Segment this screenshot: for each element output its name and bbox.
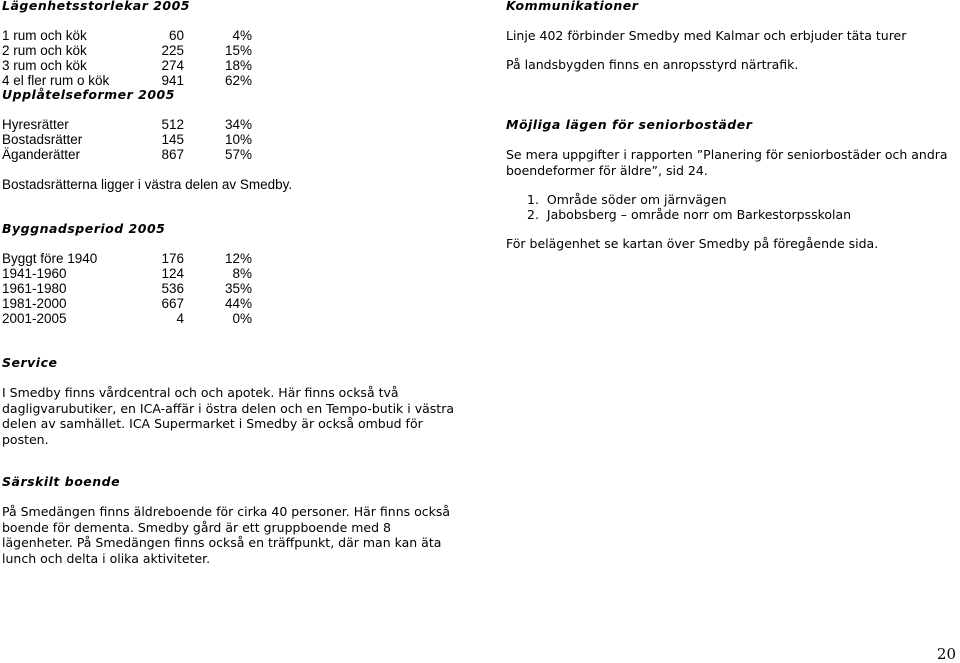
row-pct: 12% xyxy=(224,251,252,266)
table-row xyxy=(2,132,262,148)
list-number: 2. xyxy=(527,207,539,222)
text-line: lunch och delta i olika aktiviteter. xyxy=(2,550,211,566)
row-count: 667 xyxy=(161,296,184,311)
text-line: dagligvarubutiker, en ICA-affär i östra delen och en Tempo-butik i västra xyxy=(2,400,454,416)
sarskilt-text xyxy=(2,504,450,566)
table-row xyxy=(2,266,262,282)
table-row xyxy=(2,311,262,327)
text-line: Se mera uppgifter i rapporten ”Planering för seniorbostäder och andra xyxy=(506,147,948,162)
row-label: 1981-2000 xyxy=(2,296,67,311)
row-pct: 4% xyxy=(232,28,252,43)
row-pct: 18% xyxy=(224,58,252,73)
text-line: boende för dementa. Smedby gård är ett gruppboende med 8 xyxy=(2,519,391,535)
row-count: 4 xyxy=(176,311,184,326)
table-row xyxy=(2,281,262,297)
row-label: Hyresrätter xyxy=(2,117,69,132)
row-label: Bostadsrätter xyxy=(2,132,83,147)
row-label: 2001-2005 xyxy=(2,311,67,326)
row-label: 2 rum och kök xyxy=(2,43,87,58)
komm-heading: Kommunikationer xyxy=(506,0,639,13)
table-row xyxy=(2,117,262,133)
service-text xyxy=(2,385,454,447)
text-line: lägenheter. På Smedängen finns också en träffpunkt, där man kan äta xyxy=(2,535,442,550)
table-row xyxy=(2,296,262,312)
sarskilt-heading: Särskilt boende xyxy=(2,474,121,489)
table-row xyxy=(2,43,262,59)
row-count: 274 xyxy=(161,58,184,73)
text-line: I Smedby finns vårdcentral och och apotek. Här finns också två xyxy=(2,385,399,400)
row-count: 145 xyxy=(161,132,184,147)
row-pct: 0% xyxy=(232,311,252,326)
text-line: På Smedängen finns äldreboende för cirka 40 personer. Här finns också xyxy=(2,504,451,519)
list-number: 1. xyxy=(527,192,539,207)
row-label: 1 rum och kök xyxy=(2,28,87,43)
row-count: 512 xyxy=(161,117,184,132)
row-count: 941 xyxy=(161,73,184,88)
row-count: 867 xyxy=(161,147,184,162)
row-count: 536 xyxy=(161,281,184,296)
upplat-heading: Upplåtelseformer 2005 xyxy=(2,87,175,102)
row-pct: 57% xyxy=(224,147,252,162)
text-line: posten. xyxy=(2,431,49,447)
belagenhet-text: För belägenhet se kartan över Smedby på föregående sida. xyxy=(506,236,879,251)
table-row xyxy=(2,28,262,44)
table-row xyxy=(2,58,262,74)
table-row xyxy=(2,251,262,267)
row-count: 176 xyxy=(161,251,184,266)
row-pct: 44% xyxy=(224,296,252,311)
row-pct: 62% xyxy=(224,73,252,88)
row-label: Äganderätter xyxy=(2,147,81,162)
service-heading: Service xyxy=(2,355,58,370)
mojliga-heading: Möjliga lägen för seniorbostäder xyxy=(506,117,753,132)
row-pct: 15% xyxy=(224,43,252,58)
mojliga-text xyxy=(506,147,948,178)
list-item xyxy=(527,192,727,207)
row-count: 225 xyxy=(161,43,184,58)
bygg-heading: Byggnadsperiod 2005 xyxy=(2,221,166,236)
row-label: Byggt före 1940 xyxy=(2,251,98,266)
row-pct: 8% xyxy=(232,266,252,281)
page-number: 20 xyxy=(936,645,956,663)
text-line: delen av samhället. ICA Supermarket i Smedby är också ombud för xyxy=(2,416,423,431)
row-count: 124 xyxy=(161,266,184,281)
list-text: Område söder om järnvägen xyxy=(546,192,727,207)
row-label: 1941-1960 xyxy=(2,266,67,281)
row-label: 3 rum och kök xyxy=(2,58,87,73)
lagenhet-heading: Lägenhetsstorlekar 2005 xyxy=(2,0,191,13)
komm-line: På landsbygden finns en anropsstyrd närtrafik. xyxy=(506,57,799,72)
bostad-note: Bostadsrätterna ligger i västra delen av Smedby. xyxy=(2,177,293,192)
row-pct: 35% xyxy=(224,281,252,296)
row-pct: 10% xyxy=(224,132,252,147)
text-line: boendeformer för äldre”, sid 24. xyxy=(506,162,708,178)
komm-line: Linje 402 förbinder Smedby med Kalmar och erbjuder täta turer xyxy=(506,28,907,43)
row-label: 1961-1980 xyxy=(2,281,67,296)
row-count: 60 xyxy=(168,28,184,43)
row-pct: 34% xyxy=(224,117,252,132)
table-row xyxy=(2,147,262,163)
list-item xyxy=(527,207,851,222)
list-text: Jabobsberg – område norr om Barkestorpsskolan xyxy=(546,207,852,222)
row-label: 4 el fler rum o kök xyxy=(2,73,110,88)
